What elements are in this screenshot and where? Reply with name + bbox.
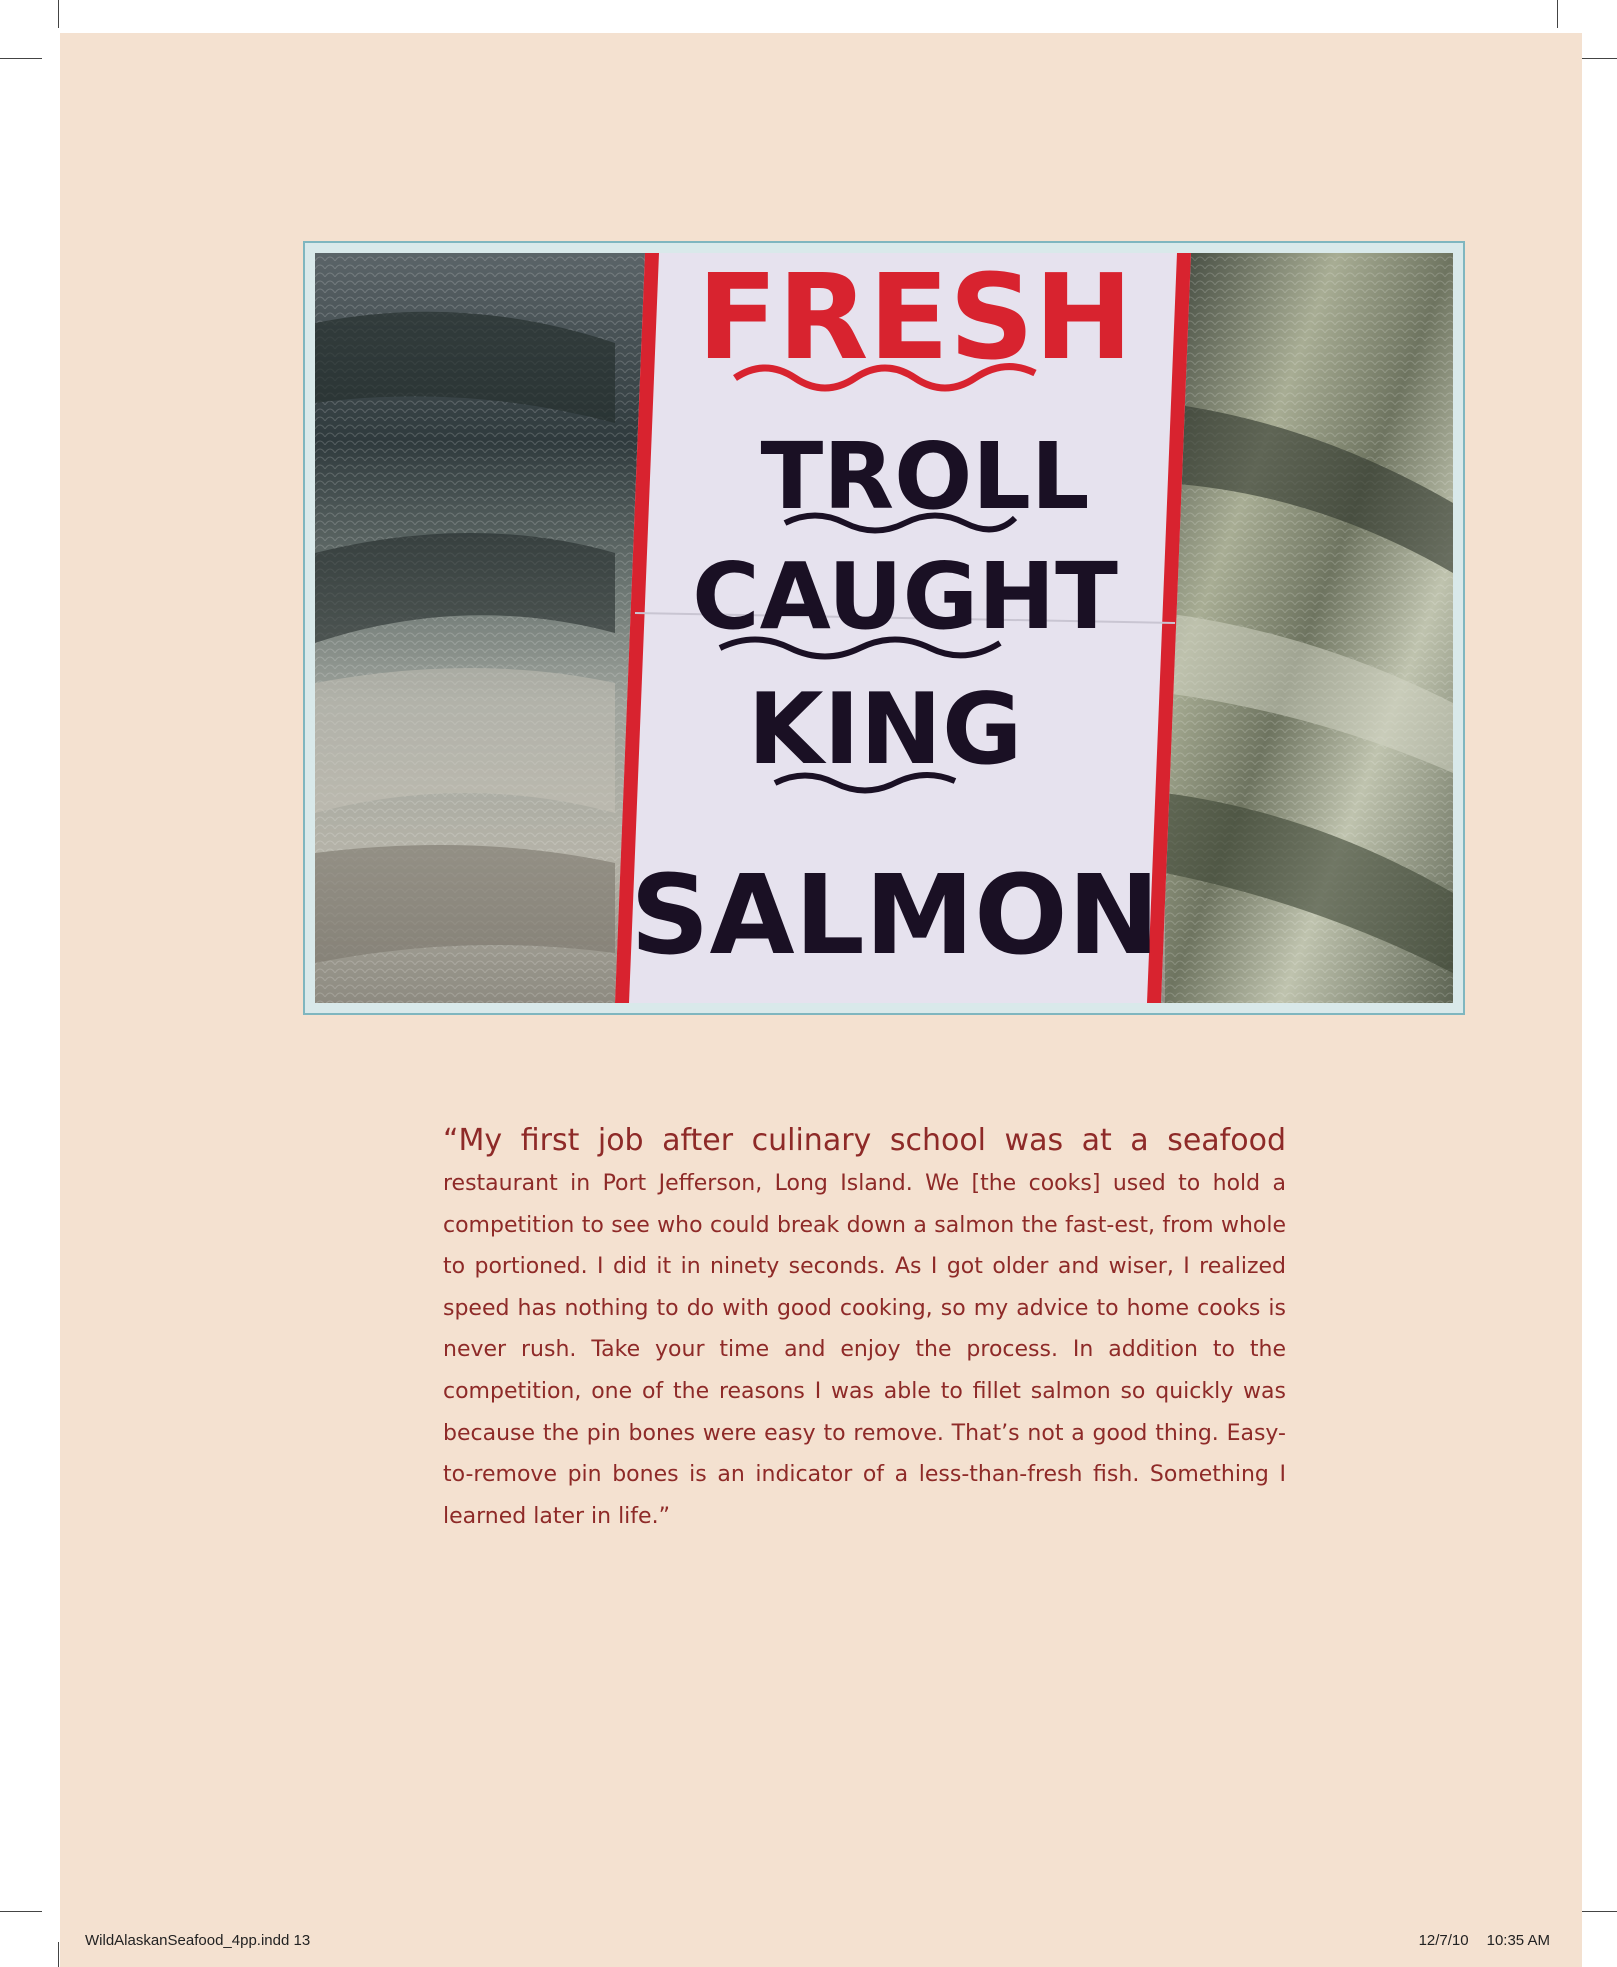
sign-line-fresh: FRESH — [697, 253, 1133, 386]
crop-mark-top-right-vertical — [1557, 0, 1558, 28]
print-slug-timestamp — [1401, 1932, 1550, 1949]
sign-line-caught: CAUGHT — [692, 543, 1118, 650]
salmon-sign-illustration — [315, 253, 1453, 1003]
crop-mark-bottom-left-horizontal — [0, 1911, 42, 1912]
sign-line-troll: TROLL — [760, 423, 1090, 530]
crop-mark-bottom-left-vertical — [58, 1942, 59, 1967]
quote-lead-line: “My first job after culinary school was at a seafood — [443, 1123, 1286, 1158]
crop-mark-top-right-horizontal — [1580, 58, 1617, 59]
print-slug-date: 12/7/10 — [1418, 1932, 1469, 1949]
sign-line-king: KING — [747, 673, 1023, 787]
sign-line-salmon: SALMON — [630, 851, 1160, 979]
print-slug-filename: WildAlaskanSeafood_4pp.indd 13 — [85, 1932, 311, 1949]
book-page — [60, 33, 1582, 1967]
chef-quote — [443, 1119, 1286, 1537]
print-slug-time: 10:35 AM — [1486, 1932, 1550, 1949]
crop-mark-top-left-vertical — [58, 0, 59, 28]
quote-body: restaurant in Port Jefferson, Long Island. We [the cooks] used to hold a competition to see who could break down a salmon the fast-est, from whole to portioned. I did it in ninety seconds. As I got older and wiser, I realized speed has nothing to do with good cooking, so my advice to home cooks is never rush. Take your time and enjoy the process. In addition to the competition, one of the reasons I was able to fillet salmon so quickly was because the pin bones were easy to remove. That’s not a good thing. Easy-to-remove pin bones is an indicator of a less-than-fresh fish. Something I learned later in life.” — [443, 1171, 1286, 1529]
photo-frame — [303, 241, 1465, 1015]
crop-mark-bottom-right-horizontal — [1580, 1911, 1617, 1912]
salmon-sign-photo — [315, 253, 1453, 1003]
crop-mark-top-left-horizontal — [0, 58, 42, 59]
